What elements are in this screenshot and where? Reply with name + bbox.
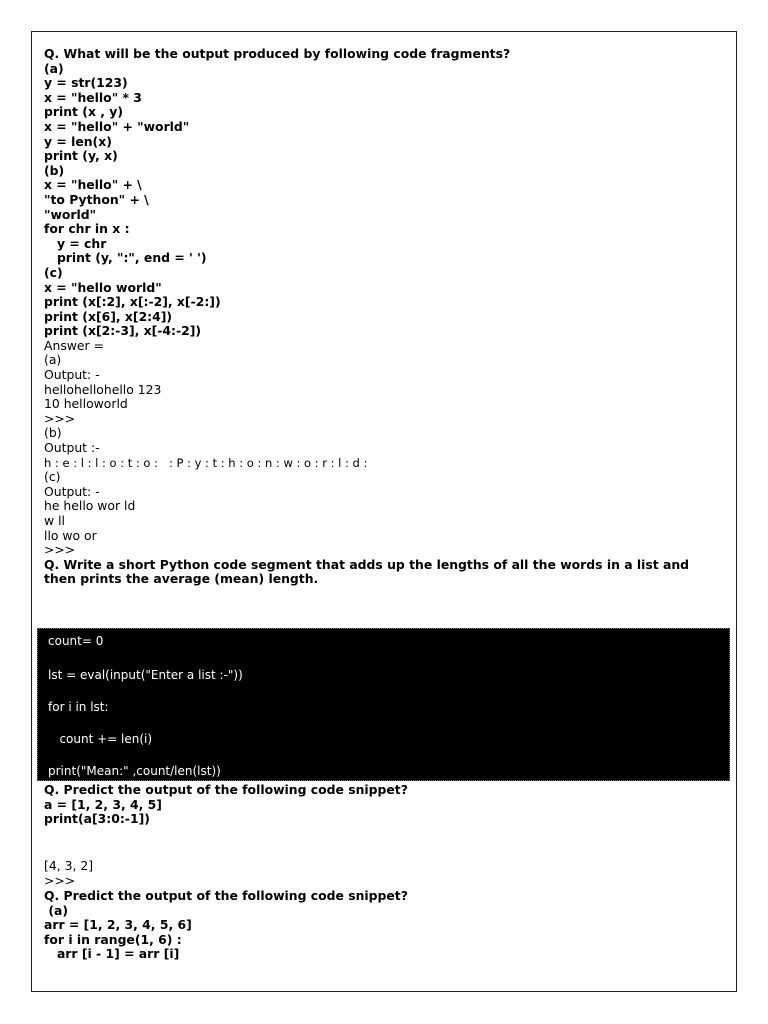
- answer-line: Answer =: [44, 337, 104, 353]
- output-line: [4, 3, 2]: [44, 858, 94, 873]
- code-line: y = chr: [44, 235, 107, 251]
- code-line: "to Python" + \: [44, 191, 149, 207]
- answer-line: llo wo or: [44, 527, 97, 543]
- code-line: for i in lst:: [48, 700, 109, 714]
- code-line: print (x , y): [44, 104, 124, 120]
- answer-line: hellohellohello 123: [44, 381, 162, 397]
- code-block: [37, 628, 730, 781]
- code-line: y = str(123): [44, 75, 128, 91]
- answer-line: w ll: [44, 513, 65, 528]
- question-1-title: Q. What will be the output produced by following code fragments?: [44, 46, 511, 61]
- code-line: x = "hello" * 3: [44, 89, 142, 105]
- question-1: [44, 47, 724, 587]
- answer-line: (b): [44, 425, 62, 441]
- code-line: arr = [1, 2, 3, 4, 5, 6]: [44, 917, 192, 933]
- code-line: arr [i - 1] = arr [i]: [44, 946, 180, 962]
- code-line: print (x[2:-3], x[-4:-2]): [44, 323, 202, 339]
- answer-line: >>>: [44, 542, 76, 558]
- answer-line: >>>: [44, 410, 76, 426]
- answer-line: (c): [44, 469, 61, 485]
- code-line: print (y, ":", end = ' '): [44, 250, 207, 266]
- code-line: y = len(x): [44, 133, 112, 149]
- code-line: for i in range(1, 6) :: [44, 931, 182, 947]
- question-3: [44, 783, 724, 827]
- code-line: "world": [44, 206, 97, 222]
- question-1-answer: [44, 339, 724, 558]
- code-line: (a): [44, 902, 69, 918]
- code-line: count= 0: [48, 634, 104, 648]
- code-line: print (x[6], x[2:4]): [44, 308, 173, 324]
- code-line: print(a[3:0:-1]): [44, 811, 150, 827]
- code-line: x = "hello" + \: [44, 177, 142, 193]
- question-2-title: Q. Write a short Python code segment that adds up the lengths of all the words in a list and then prints the average (mean) length.: [44, 556, 690, 587]
- question-4: [44, 889, 724, 962]
- code-line: a = [1, 2, 3, 4, 5]: [44, 796, 162, 812]
- code-line: (a): [44, 60, 64, 76]
- answer-line: 10 helloworld: [44, 396, 128, 412]
- code-line: x = "hello" + "world": [44, 118, 190, 134]
- code-line: print (x[:2], x[:-2], x[-2:]): [44, 294, 221, 310]
- code-line: (c): [44, 264, 63, 280]
- question-4-title: Q. Predict the output of the following code snippet?: [44, 888, 408, 903]
- code-line: x = "hello world": [44, 279, 162, 295]
- code-line: for chr in x :: [44, 221, 130, 237]
- code-line: print("Mean:" ,count/len(lst)): [48, 764, 221, 778]
- answer-line: Output :-: [44, 440, 100, 456]
- code-line: (b): [44, 162, 65, 178]
- output-line: >>>: [44, 872, 76, 888]
- answer-line: Output: -: [44, 483, 100, 499]
- code-line: print (y, x): [44, 148, 118, 164]
- question-3-output: [44, 859, 724, 888]
- question-1-code: [44, 62, 724, 339]
- answer-line: Output: -: [44, 367, 100, 383]
- answer-line: (a): [44, 352, 62, 368]
- question-3-title: Q. Predict the output of the following code snippet?: [44, 782, 408, 797]
- spaced-output-line: h : e : l : l : o : t : o : : P : y : t : h : o : n : w : o : r : l : d :: [44, 455, 368, 470]
- answer-line: he hello wor ld: [44, 498, 136, 514]
- code-line: count += len(i): [48, 732, 153, 746]
- code-line: lst = eval(input("Enter a list :-")): [48, 668, 243, 682]
